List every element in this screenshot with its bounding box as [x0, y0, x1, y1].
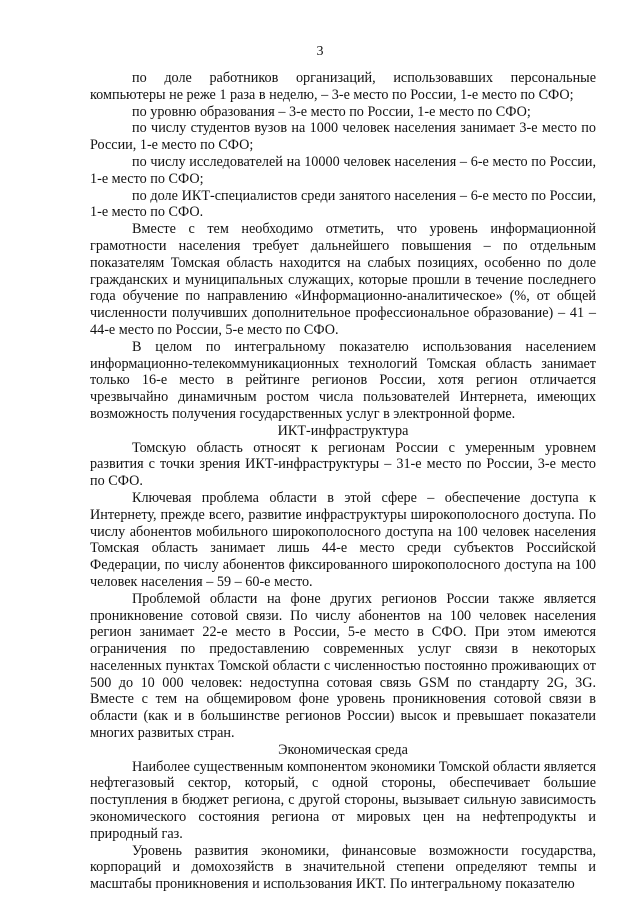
paragraph: Томскую область относят к регионам России с умеренным уровнем развития с точки зрения ИКТ-инфраструктуры – 31-е место по России, 3-е место по СФО. — [90, 439, 596, 490]
section-heading: Экономическая среда — [278, 741, 408, 758]
list-item: по доле ИКТ-специалистов среди занятого населения – 6-е место по России, 1-е место по СФО. — [90, 187, 596, 221]
list-item: по доле работников организаций, использовавших персональные компьютеры не реже 1 раза в неделю, – 3-е место по России, 1-е место по СФО; — [90, 70, 596, 103]
page-number: 3 — [316, 44, 324, 59]
list-item: по уровню образования – 3-е место по России, 1-е место по СФО; — [132, 103, 531, 120]
document-body — [90, 70, 596, 893]
paragraph: Уровень развития экономики, финансовые возможности государства, корпораций и домохозяйств в значительной степени определяют темпы и масштабы проникновения и использования ИКТ. По интегральному показателю — [90, 842, 596, 893]
paragraph: Вместе с тем необходимо отметить, что уровень информационной грамотности населения требует дальнейшего повышения – по отдельным показателям Томская область находится на слабых позициях, особенно по доле гражданских и муниципальных служащих, которые прошли в течение последнего года обучение по направлению «Информационно-аналитическое» (%, от общей численности получивших дополнительное профессиональное образование) – 41 – 44-е место по России, 5-е место по СФО. — [90, 221, 596, 338]
paragraph: Наиболее существенным компонентом экономики Томской области является нефтегазовый сектор, который, с одной стороны, обеспечивает большие поступления в бюджет региона, с другой стороны, вызывает сильную зависимость экономического состояния региона от мировых цен на нефтепродукты и природный газ. — [90, 758, 596, 842]
list-item: по числу студентов вузов на 1000 человек населения занимает 3-е место по России, 1-е место по СФО; — [90, 120, 596, 154]
paragraph: В целом по интегральному показателю использования населением информационно-телекоммуникационных технологий Томская область занимает только 16-е место в рейтинге регионов России, хотя регион отличается чрезвычайно динамичным ростом числа пользователей Интернета, имеющих возможность получения государственных услуг в электронной форме. — [90, 338, 596, 422]
paragraph: Проблемой области на фоне других регионов России также является проникновение сотовой связи. По числу абонентов на 100 человек населения регион занимает 22-е место в России, 5-е место в СФО. При этом имеются ограничения по предоставлению современных услуг связи в некоторых населенных пунктах Томской области с численностью постоянно проживающих от 500 до 10 000 человек: недоступна сотовая связь GSM по стандарту 2G, 3G. Вместе с тем на общемировом фоне уровень проникновения сотовой связи в области (как и в большинстве регионов России) высок и превышает показатели многих развитых стран. — [90, 590, 596, 742]
list-item: по числу исследователей на 10000 человек населения – 6-е место по России, 1-е место по СФО; — [90, 153, 596, 187]
paragraph: Ключевая проблема области в этой сфере – обеспечение доступа к Интернету, прежде всего, развитие инфраструктуры широкополосного доступа. По числу абонентов мобильного широкополосного доступа на 100 человек населения Томская область занимает лишь 44-е место среди субъектов Российской Федерации, по числу абонентов фиксированного широкополосного доступа на 100 человек населения – 59 – 60-е место. — [90, 489, 596, 590]
section-heading: ИКТ-инфраструктура — [277, 422, 409, 439]
